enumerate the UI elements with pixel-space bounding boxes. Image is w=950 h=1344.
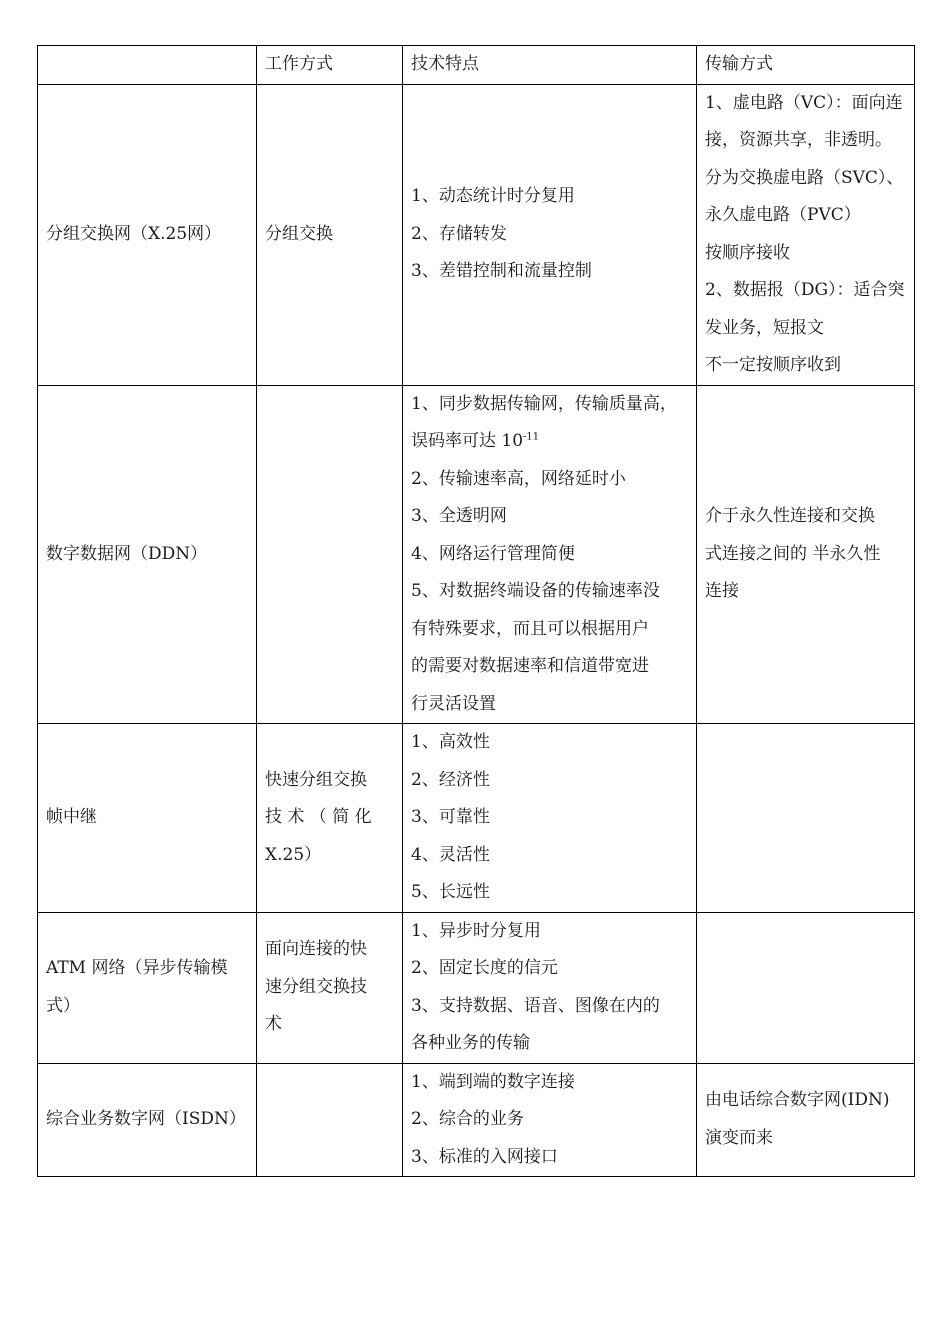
feature-line: 3、支持数据、语音、图像在内的	[411, 995, 660, 1016]
transmission-cell	[697, 724, 915, 913]
header-cell-features: 技术特点	[403, 46, 697, 85]
feature-line: 4、网络运行管理简便	[411, 543, 575, 564]
feature-line: 5、对数据终端设备的传输速率没	[411, 581, 660, 601]
features-cell	[403, 84, 697, 385]
transmission-cell	[697, 385, 915, 724]
transmission-line: 按顺序接收	[705, 242, 790, 263]
network-name-cell: 分组交换网（X.25网）	[38, 84, 257, 385]
features-cell	[403, 724, 697, 913]
feature-line: 2、固定长度的信元	[411, 958, 558, 978]
transmission-line: 不一定按顺序收到	[705, 355, 841, 375]
feature-text: 误码率可达 10	[411, 431, 524, 451]
mode-line: X.25）	[265, 844, 322, 865]
transmission-line: 发业务，短报文	[705, 317, 824, 338]
work-mode-cell	[257, 724, 403, 913]
transmission-line: 由电话综合数字网(IDN)	[705, 1090, 890, 1111]
work-mode-cell	[257, 385, 403, 724]
table-row	[38, 724, 915, 913]
feature-line: 2、传输速率高，网络延时小	[411, 468, 626, 489]
feature-line: 3、可靠性	[411, 807, 490, 827]
feature-line: 行灵活设置	[411, 693, 496, 714]
feature-line: 有特殊要求，而且可以根据用户	[411, 618, 649, 639]
transmission-line: 连接	[705, 581, 739, 601]
feature-line: 2、存储转发	[411, 223, 507, 244]
table-row	[38, 1063, 915, 1177]
mode-line: 面向连接的快	[265, 939, 367, 960]
feature-line: 5、长远性	[411, 882, 490, 902]
network-comparison-table	[37, 45, 915, 1177]
transmission-line: 式连接之间的 半永久性	[705, 543, 881, 564]
transmission-line: 介于永久性连接和交换	[705, 506, 875, 526]
table-row	[38, 385, 915, 724]
transmission-line: 分为交换虚电路（SVC）、	[705, 167, 904, 188]
name-line: 式）	[46, 995, 80, 1016]
network-name-cell	[38, 912, 257, 1063]
network-name-cell: 帧中继	[38, 724, 257, 913]
network-name-cell: 数字数据网（DDN）	[38, 385, 257, 724]
features-cell	[403, 912, 697, 1063]
features-cell	[403, 1063, 697, 1177]
feature-line: 1、同步数据传输网，传输质量高，	[411, 393, 677, 414]
transmission-cell	[697, 912, 915, 1063]
feature-line	[411, 423, 688, 461]
features-cell	[403, 385, 697, 724]
mode-line: 术	[265, 1014, 282, 1035]
header-cell-empty	[38, 46, 257, 85]
transmission-line: 2、数据报（DG）：适合突	[705, 280, 905, 300]
header-cell-mode: 工作方式	[257, 46, 403, 85]
feature-line: 4、灵活性	[411, 844, 490, 865]
header-cell-transmission: 传输方式	[697, 46, 915, 85]
exponent: -11	[523, 431, 540, 443]
transmission-line: 接，资源共享，非透明。	[705, 130, 892, 150]
work-mode-cell	[257, 912, 403, 1063]
name-line: ATM 网络（异步传输模	[46, 958, 228, 978]
feature-line: 3、差错控制和流量控制	[411, 261, 592, 282]
transmission-cell	[697, 1063, 915, 1177]
table-row	[38, 84, 915, 385]
feature-line: 1、高效性	[411, 732, 490, 752]
work-mode-cell	[257, 1063, 403, 1177]
transmission-line: 1、虚电路（VC）：面向连	[705, 92, 903, 113]
mode-line: 技 术 （ 简 化	[265, 807, 372, 827]
feature-line: 1、异步时分复用	[411, 920, 541, 941]
feature-line: 1、动态统计时分复用	[411, 186, 575, 207]
header-row	[38, 46, 915, 85]
mode-line: 快速分组交换	[265, 769, 367, 790]
transmission-cell	[697, 84, 915, 385]
mode-line: 速分组交换技	[265, 976, 367, 997]
transmission-line: 演变而来	[705, 1127, 773, 1148]
feature-line: 3、标准的入网接口	[411, 1146, 558, 1167]
network-name-cell: 综合业务数字网（ISDN）	[38, 1063, 257, 1177]
feature-line: 2、综合的业务	[411, 1109, 524, 1129]
feature-line: 3、全透明网	[411, 506, 507, 526]
work-mode-cell: 分组交换	[257, 84, 403, 385]
feature-line: 1、端到端的数字连接	[411, 1071, 575, 1092]
feature-line: 各种业务的传输	[411, 1033, 530, 1053]
feature-line: 2、经济性	[411, 769, 490, 790]
transmission-line: 永久虚电路（PVC）	[705, 205, 861, 225]
feature-line: 的需要对数据速率和信道带宽进	[411, 656, 649, 676]
table-row	[38, 912, 915, 1063]
